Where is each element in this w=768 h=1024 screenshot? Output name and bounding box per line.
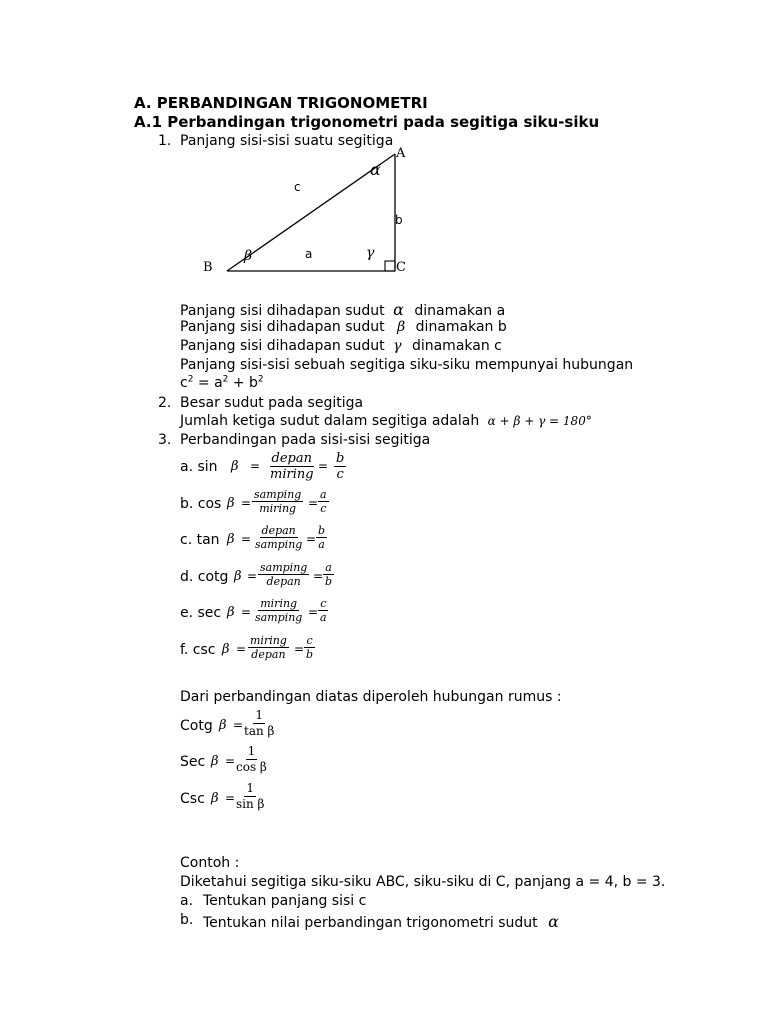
example-text: Diketahui segitiga siku-siku ABC, siku-siku di C, panjang a = 4, b = 3.: [180, 874, 666, 890]
fraction-denominator: depan: [266, 575, 301, 588]
beta-symbol: β: [222, 642, 230, 657]
reciprocal-fraction: [234, 781, 266, 812]
alpha-angle-label: α: [370, 160, 381, 179]
fraction-denominator: b: [306, 648, 314, 661]
side-a-label: a: [305, 247, 313, 261]
alpha-symbol: α: [548, 912, 559, 931]
ratio-label: f. csc: [180, 642, 216, 658]
equals-sign: =: [308, 496, 319, 510]
equals-sign: =: [225, 791, 236, 805]
equals-sign: =: [247, 569, 258, 583]
example-title: Contoh :: [180, 855, 240, 871]
fraction-numerator: 1: [246, 781, 255, 795]
fraction-numerator: miring: [250, 634, 287, 647]
equals-sign: =: [241, 605, 252, 619]
right-angle-marker: [385, 261, 395, 271]
side-c-label: c: [294, 180, 301, 194]
fraction-numerator: c: [320, 597, 327, 610]
alpha-symbol: α: [393, 300, 404, 319]
fraction-denominator: c: [320, 502, 327, 515]
ratio-label: b. cos: [180, 496, 222, 512]
derived-label: Csc: [180, 791, 205, 807]
beta-symbol: β: [227, 605, 235, 620]
fraction-denominator: cos β: [236, 760, 267, 774]
beta-angle-label: β: [244, 248, 253, 264]
fraction-numerator: samping: [254, 488, 302, 501]
equals-sign: =: [313, 569, 324, 583]
example-question-a-number: a.: [180, 893, 194, 909]
equals-sign: =: [233, 718, 244, 732]
derived-label: Sec: [180, 754, 206, 770]
pythagoras-text: Panjang sisi-sisi sebuah segitiga siku-siku mempunyai hubungan: [180, 357, 634, 373]
beta-symbol: β: [397, 319, 406, 335]
fraction-denominator: samping: [255, 538, 303, 551]
fraction-numerator: 1: [255, 708, 264, 722]
item1-number: 1.: [158, 133, 172, 149]
fraction-denominator: samping: [255, 611, 303, 624]
fraction-numerator: b: [318, 524, 326, 537]
gamma-symbol: γ: [393, 338, 402, 354]
ratio-letter-fraction: [318, 597, 329, 624]
equals-sign: =: [236, 642, 247, 656]
fraction-denominator: a: [318, 538, 325, 551]
equals-sign: =: [306, 532, 317, 546]
beta-symbol: β: [219, 718, 227, 733]
pythagoras-formula: $c^2 = a^2 + b^2$: [180, 374, 264, 391]
fraction-numerator: a: [325, 561, 332, 574]
beta-symbol: β: [234, 569, 242, 584]
vertex-c-label: C: [396, 260, 406, 275]
fraction-denominator: a: [320, 611, 327, 624]
ratio-label: d. cotg: [180, 569, 229, 585]
fraction-numerator: depan: [261, 524, 296, 537]
item2-number: 2.: [158, 395, 172, 411]
fraction-numerator: samping: [260, 561, 308, 574]
equals-sign: =: [241, 532, 252, 546]
beta-symbol: β: [231, 459, 239, 474]
ratio-letter-fraction: [304, 634, 315, 661]
fraction-denominator: miring: [259, 502, 297, 515]
item2-text: Besar sudut pada segitiga: [180, 395, 364, 411]
equals-sign: =: [225, 754, 236, 768]
ratio-letter-fraction: [318, 488, 329, 515]
ratio-word-fraction: [253, 524, 304, 551]
ratio-label: e. sec: [180, 605, 222, 621]
fraction-denominator: b: [325, 575, 333, 588]
fraction-numerator: 1: [247, 744, 256, 758]
item3-number: 3.: [158, 432, 172, 448]
example-question-a: Tentukan panjang sisi c: [203, 893, 367, 909]
section-heading: A. PERBANDINGAN TRIGONOMETRI: [134, 94, 428, 112]
fraction-numerator: depan: [271, 451, 313, 466]
equals-sign: =: [250, 459, 261, 473]
ratio-label: c. tan: [180, 532, 220, 548]
fraction-numerator: miring: [260, 597, 298, 610]
fraction-denominator: tan β: [244, 724, 275, 738]
fraction-numerator: a: [320, 488, 327, 501]
angle-sum-formula: α + β + γ = 180°: [487, 414, 592, 428]
angle-sum-text: Jumlah ketiga sudut dalam segitiga adalah α + β + γ = 180°: [180, 413, 592, 429]
right-triangle-diagram: [190, 140, 420, 280]
derived-intro: Dari perbandingan diatas diperoleh hubungan rumus :: [180, 689, 562, 705]
fraction-denominator: miring: [270, 467, 314, 482]
side-b-label: b: [395, 213, 403, 227]
subsection-heading: A.1 Perbandingan trigonometri pada segitiga siku-siku: [134, 113, 600, 131]
beta-symbol: β: [211, 791, 219, 806]
example-question-b-number: b.: [180, 912, 194, 928]
ratio-word-fraction: [268, 451, 316, 482]
fraction-denominator: sin β: [236, 797, 265, 811]
fraction-numerator: c: [306, 634, 313, 647]
ratio-letter-fraction: [323, 561, 334, 588]
equals-sign: =: [308, 605, 319, 619]
reciprocal-fraction: [242, 708, 276, 739]
equals-sign: =: [318, 459, 329, 473]
fraction-denominator: depan: [251, 648, 286, 661]
ratio-word-fraction: [253, 597, 304, 624]
beta-symbol: β: [227, 496, 235, 511]
ratio-letter-fraction: [334, 451, 346, 482]
vertex-b-label: B: [203, 260, 213, 275]
equals-sign: =: [294, 642, 305, 656]
ratio-word-fraction: [258, 561, 309, 588]
reciprocal-fraction: [234, 744, 269, 775]
ratio-label: a. sin: [180, 459, 218, 475]
ratio-word-fraction: [252, 488, 303, 515]
gamma-angle-label: γ: [366, 245, 375, 261]
fraction-denominator: c: [336, 467, 344, 482]
beta-symbol: β: [227, 532, 235, 547]
side-desc-alpha: Panjang sisi dihadapan sudut α dinamakan a: [180, 300, 506, 319]
vertex-a-label: A: [396, 146, 406, 161]
item3-text: Perbandingan pada sisi-sisi segitiga: [180, 432, 431, 448]
beta-symbol: β: [211, 754, 219, 769]
fraction-numerator: b: [336, 451, 345, 466]
item1-text: Panjang sisi-sisi suatu segitiga: [180, 133, 394, 149]
side-desc-beta: Panjang sisi dihadapan sudut β dinamakan b: [180, 319, 507, 335]
derived-label: Cotg: [180, 718, 213, 734]
ratio-letter-fraction: [316, 524, 327, 551]
side-desc-gamma: Panjang sisi dihadapan sudut γ dinamakan c: [180, 338, 502, 354]
example-question-b: Tentukan nilai perbandingan trigonometri sudut α: [203, 912, 559, 931]
ratio-word-fraction: [248, 634, 289, 661]
equals-sign: =: [241, 496, 252, 510]
